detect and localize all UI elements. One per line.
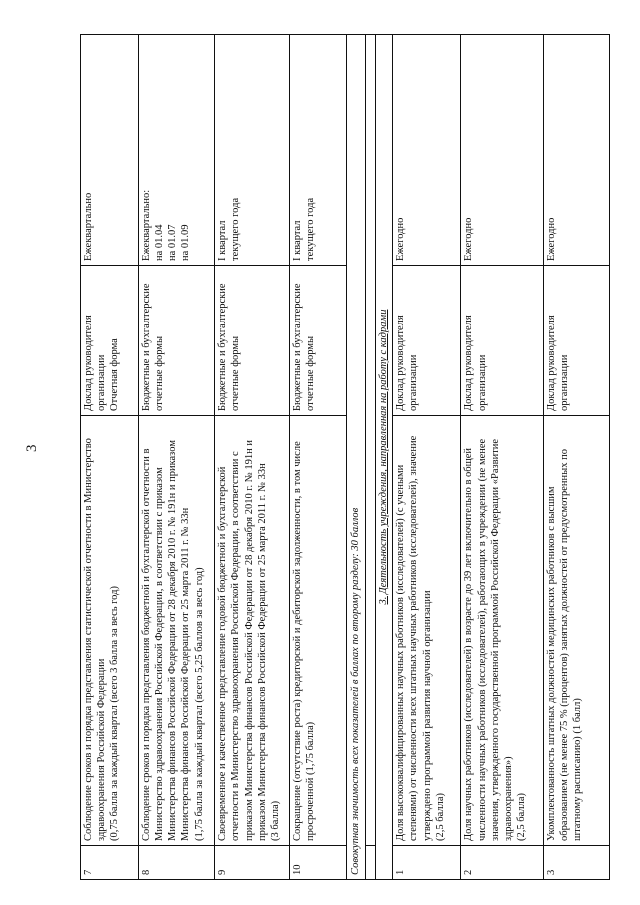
period-line: Ежегодно bbox=[545, 217, 557, 261]
row-source bbox=[393, 266, 461, 416]
spacer-row bbox=[366, 35, 376, 880]
row-period bbox=[393, 35, 461, 266]
criteria-table bbox=[80, 34, 610, 880]
source-line: организации bbox=[96, 354, 108, 411]
period-line: Ежегодно bbox=[463, 217, 475, 261]
row-number: 8 bbox=[138, 846, 214, 880]
source-line: отчетные формы bbox=[304, 335, 316, 411]
criterion-line: Доля научных работников (исследователей) в возрасте до 39 лет включительно в общей bbox=[463, 448, 475, 841]
period-line: I квартал bbox=[291, 220, 303, 261]
source-line: отчетные формы bbox=[154, 335, 165, 411]
source-line: Бюджетные и бухгалтерские bbox=[291, 283, 303, 411]
table-row bbox=[461, 35, 544, 880]
page-number: 3 bbox=[24, 444, 40, 452]
row-source bbox=[138, 266, 214, 416]
criterion-line: (0,75 балла за каждый квартал (всего 3 балла за весь год) bbox=[109, 586, 121, 841]
criterion-line: значения, утвержденного государственной программой Российской Федерации «Развитие bbox=[489, 438, 501, 841]
row-number: 1 bbox=[393, 846, 461, 880]
criterion-line: численности научных работников (исследователей), работающих в учреждении (не менее bbox=[476, 438, 488, 841]
criterion-line: приказом Министерства финансов Российской Федерации от 28 декабря 2010 г. № 191н и bbox=[243, 440, 255, 841]
criterion-line: утверждено программой развития научной организации bbox=[421, 590, 433, 841]
period-line: I квартал bbox=[217, 220, 229, 261]
period-line: Ежеквартально bbox=[83, 192, 94, 261]
row-criterion bbox=[138, 416, 214, 846]
criterion-line: Сокращение (отсутствие роста) кредиторской и дебиторской задолженности, в том числе bbox=[291, 441, 303, 841]
row-source bbox=[215, 266, 289, 416]
row-number: 9 bbox=[215, 846, 289, 880]
row-period bbox=[81, 35, 139, 266]
criterion-line: просроченной (1,75 балла) bbox=[304, 721, 316, 841]
criterion-line: (1,75 балла за каждый квартал (всего 5,25 баллов за весь год) bbox=[193, 567, 205, 841]
summary-row bbox=[347, 35, 366, 880]
row-number: 7 bbox=[81, 846, 139, 880]
table-row bbox=[81, 35, 139, 880]
criterion-line: Соблюдение сроков и порядка представления статистической отчетности в Министерство bbox=[83, 438, 94, 841]
row-period bbox=[543, 35, 609, 266]
period-line: текущего года bbox=[230, 197, 242, 261]
row-criterion bbox=[393, 416, 461, 846]
row-period bbox=[461, 35, 544, 266]
source-line: Отчетная форма bbox=[109, 338, 121, 411]
source-line: Доклад руководителя bbox=[83, 315, 94, 411]
criteria-table-rotated bbox=[80, 35, 610, 880]
row-source bbox=[461, 266, 544, 416]
criterion-line: Министерства финансов Российской Федерации от 25 марта 2011 г. № 33н bbox=[180, 507, 192, 841]
source-line: отчетные формы bbox=[230, 335, 242, 411]
source-line: организации bbox=[559, 354, 571, 411]
criterion-line: Соблюдение сроков и порядка представления бюджетной и бухгалтерской отчетности в bbox=[140, 448, 152, 841]
criterion-line: Министерства финансов Российской Федерации от 28 декабря 2010 г. № 191н и приказом bbox=[167, 440, 179, 841]
section-heading-text: 3. Деятельность учреждения, направленная на работу с кадрами bbox=[378, 309, 390, 605]
row-criterion bbox=[215, 416, 289, 846]
row-source bbox=[289, 266, 347, 416]
table-row bbox=[543, 35, 609, 880]
row-number: 2 bbox=[461, 846, 544, 880]
period-line: Ежегодно bbox=[395, 217, 407, 261]
criterion-line: здравоохранения Российской Федерации bbox=[96, 658, 108, 841]
criterion-line: Укомплектованность штатных должностей медицинских работников с высшим bbox=[545, 486, 557, 841]
table-row bbox=[138, 35, 214, 880]
row-number: 10 bbox=[289, 846, 347, 880]
row-criterion bbox=[461, 416, 544, 846]
period-line: на 01.07 bbox=[167, 224, 179, 261]
source-line: организации bbox=[476, 354, 488, 411]
criterion-line: степенями) от численности всех штатных научных работников (исследователей), значение bbox=[408, 435, 420, 841]
period-line: на 01.04 bbox=[154, 224, 165, 261]
row-period bbox=[215, 35, 289, 266]
period-line: текущего года bbox=[304, 197, 316, 261]
criterion-line: (2,5 балла) bbox=[516, 793, 528, 841]
section-heading-row bbox=[376, 35, 393, 880]
criterion-line: (2,5 балла) bbox=[434, 793, 446, 841]
criterion-line: образованием (не менее 75 % (процентов) занятых должностей от предусмотренных по bbox=[559, 449, 571, 841]
section-heading bbox=[376, 35, 393, 880]
source-line: Бюджетные и бухгалтерские bbox=[140, 283, 152, 411]
table-row bbox=[289, 35, 347, 880]
criterion-line: Своевременное и качественное представление годовой бюджетной и бухгалтерской bbox=[217, 466, 229, 841]
table-row bbox=[393, 35, 461, 880]
table-body-section-3 bbox=[393, 35, 610, 880]
criterion-line: отчетности в Министерство здравоохранения Российской Федерации, в соответствии с bbox=[230, 451, 242, 841]
row-source bbox=[81, 266, 139, 416]
criterion-line: Министерство здравоохранения Российской Федерации, в соответствии с приказом bbox=[154, 467, 165, 841]
criterion-line: штатному расписанию) (1 балл) bbox=[572, 698, 584, 841]
section-summary: Совокупная значимость всех показателей в баллах по второму разделу: 30 баллов bbox=[347, 35, 366, 880]
criterion-line: (3 балла) bbox=[270, 800, 281, 841]
source-line: Доклад руководителя bbox=[463, 315, 475, 411]
period-line: на 01.09 bbox=[180, 224, 192, 261]
row-period bbox=[138, 35, 214, 266]
source-line: Доклад руководителя bbox=[545, 315, 557, 411]
row-period bbox=[289, 35, 347, 266]
source-line: Бюджетные и бухгалтерские bbox=[217, 283, 229, 411]
row-criterion bbox=[289, 416, 347, 846]
source-line: Доклад руководителя bbox=[395, 315, 407, 411]
row-source bbox=[543, 266, 609, 416]
row-number: 3 bbox=[543, 846, 609, 880]
criterion-line: Доля высококвалифицированных научных работников (исследователей) (с учеными bbox=[395, 464, 407, 841]
row-criterion bbox=[81, 416, 139, 846]
row-criterion bbox=[543, 416, 609, 846]
criterion-line: здравоохранения») bbox=[502, 756, 514, 841]
table-row bbox=[215, 35, 289, 880]
table-body-section-2 bbox=[81, 35, 347, 880]
criterion-line: приказом Министерства финансов Российской Федерации от 25 марта 2011 г. № 33н bbox=[256, 463, 268, 841]
period-line: Ежеквартально: bbox=[140, 189, 152, 261]
source-line: организации bbox=[408, 354, 420, 411]
